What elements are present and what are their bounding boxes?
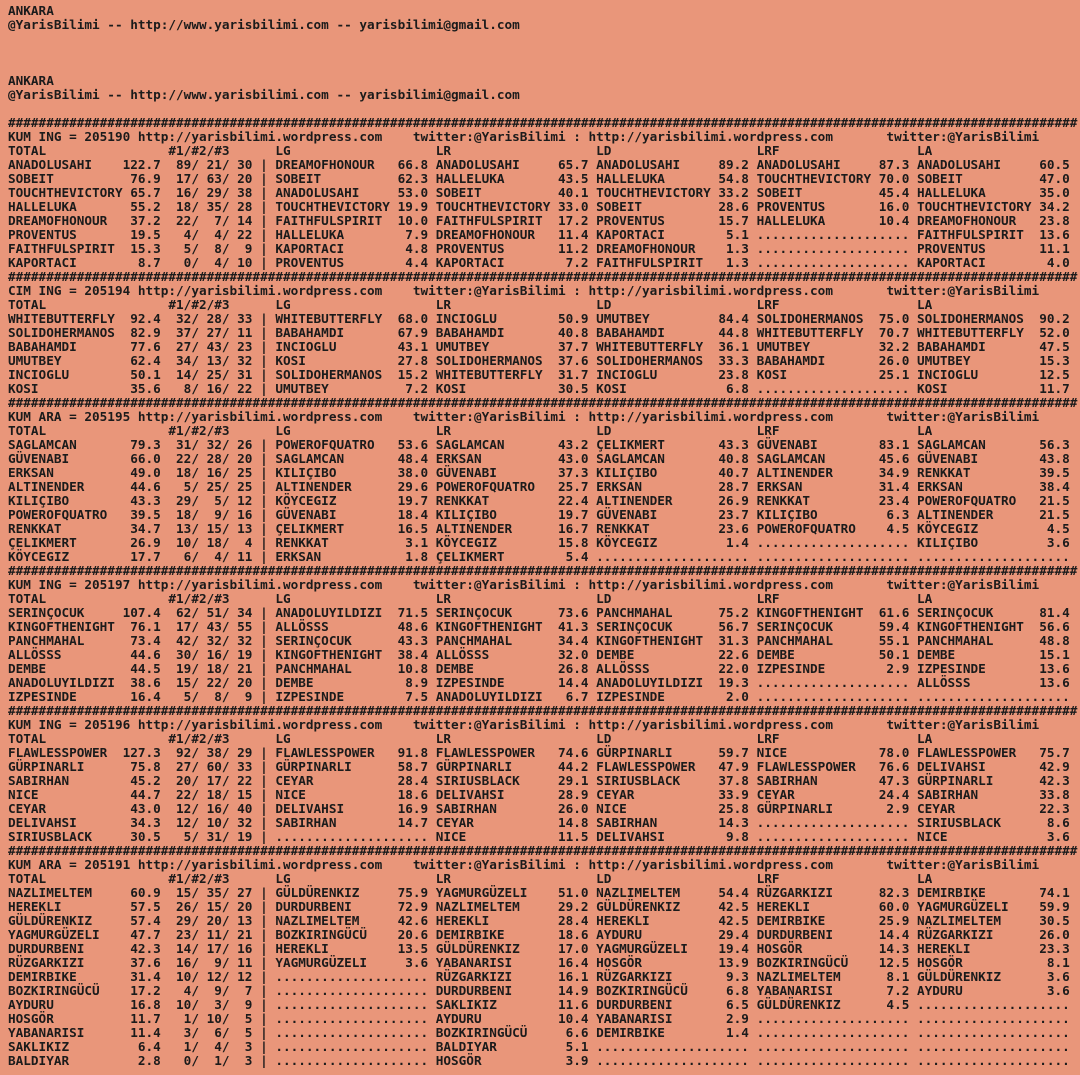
table-row: NAZLIMELTEM 60.9 15/ 35/ 27 | GÜLDÜRENKIZ 75.9 YAGMURGÜZELI 51.0 NAZLIMELTEM 54.4 RÜZGARKIZI 82.3 DEMIRBIKE 74.1 [8, 885, 1078, 900]
race-section [8, 704, 1080, 844]
race-sections-container [8, 116, 1080, 1068]
table-row: SABIRHAN 45.2 20/ 17/ 22 | CEYAR 28.4 SIRIUSBLACK 29.1 SIRIUSBLACK 37.8 SABIRHAN 47.3 GÜRPINARLI 42.3 [8, 773, 1078, 788]
column-header-line: TOTAL #1/#2/#3 LG LR LD LRF LA [8, 591, 933, 606]
race-section [8, 270, 1080, 396]
table-row: HEREKLI 57.5 26/ 15/ 20 | DURDURBENI 72.9 NAZLIMELTEM 29.2 GÜLDÜRENKIZ 42.5 HEREKLI 60.0 YAGMURGÜZELI 59.9 [8, 899, 1078, 914]
table-row: SOLIDOHERMANOS 82.9 37/ 27/ 11 | BABAHAMDI 67.9 BABAHAMDI 40.8 BABAHAMDI 44.8 WHITEBUTTERFLY 70.7 WHITEBUTTERFLY 52.0 [8, 325, 1078, 340]
column-header-line: TOTAL #1/#2/#3 LG LR LD LRF LA [8, 731, 933, 746]
column-header-line: TOTAL #1/#2/#3 LG LR LD LRF LA [8, 143, 933, 158]
table-row: GÜVENABI 66.0 22/ 28/ 20 | SAGLAMCAN 48.4 ERKSAN 43.0 SAGLAMCAN 40.8 SAGLAMCAN 45.6 GÜVENABI 43.8 [8, 451, 1078, 466]
table-row: BABAHAMDI 77.6 27/ 43/ 23 | INCIOGLU 43.1 UMUTBEY 37.7 WHITEBUTTERFLY 36.1 UMUTBEY 32.2 BABAHAMDI 47.5 [8, 339, 1078, 354]
table-row: HALLELUKA 55.2 18/ 35/ 28 | TOUCHTHEVICTORY 19.9 TOUCHTHEVICTORY 33.0 SOBEIT 28.6 PROVENTUS 16.0 TOUCHTHEVICTORY 34.2 [8, 199, 1078, 214]
race-section [8, 564, 1080, 704]
table-row: ALTINENDER 44.6 5/ 25/ 25 | ALTINENDER 29.6 POWEROFQUATRO 25.7 ERKSAN 28.7 ERKSAN 31.4 ERKSAN 38.4 [8, 479, 1078, 494]
table-row: FAITHFULSPIRIT 15.3 5/ 8/ 9 | KAPORTACI 4.8 PROVENTUS 11.2 DREAMOFHONOUR 1.3 .................... PROVENTUS 11.1 [8, 241, 1078, 256]
table-row: DURDURBENI 42.3 14/ 17/ 16 | HEREKLI 13.5 GÜLDÜRENKIZ 17.0 YAGMURGÜZELI 19.4 HOSGÖR 14.3 HEREKLI 23.3 [8, 941, 1078, 956]
contact-line: @YarisBilimi -- http://www.yarisbilimi.com -- yarisbilimi@gmail.com [8, 17, 520, 32]
race-section [8, 116, 1080, 270]
table-row: SOBEIT 76.9 17/ 63/ 20 | SOBEIT 62.3 HALLELUKA 43.5 HALLELUKA 54.8 TOUCHTHEVICTORY 70.0 SOBEIT 47.0 [8, 171, 1078, 186]
table-row: IZPESINDE 16.4 5/ 8/ 9 | IZPESINDE 7.5 ANADOLUYILDIZI 6.7 IZPESINDE 2.0 .................... .................... [8, 689, 1078, 704]
table-row: KINGOFTHENIGHT 76.1 17/ 43/ 55 | ALLÖSSS 48.6 KINGOFTHENIGHT 41.3 SERINÇOCUK 56.7 SERINÇOCUK 59.4 KINGOFTHENIGHT 56.6 [8, 619, 1078, 634]
table-row: INCIOGLU 50.1 14/ 25/ 31 | SOLIDOHERMANOS 15.2 WHITEBUTTERFLY 31.7 INCIOGLU 23.8 KOSI 25.1 INCIOGLU 12.5 [8, 367, 1078, 382]
separator-line: ############################################################################################################################################ [8, 703, 1078, 718]
table-row: KÖYCEGIZ 17.7 6/ 4/ 11 | ERKSAN 1.8 ÇELIKMERT 5.4 .................... .................... .................... [8, 549, 1078, 564]
column-header-line: TOTAL #1/#2/#3 LG LR LD LRF LA [8, 423, 933, 438]
table-row: BOZKIRINGÜCÜ 17.2 4/ 9/ 7 | .................... DURDURBENI 14.9 BOZKIRINGÜCÜ 6.8 YABANARISI 7.2 AYDURU 3.6 [8, 983, 1078, 998]
table-row: ERKSAN 49.0 18/ 16/ 25 | KILIÇIBO 38.0 GÜVENABI 37.3 KILIÇIBO 40.7 ALTINENDER 34.9 RENKKAT 39.5 [8, 465, 1078, 480]
section-rows [8, 438, 1080, 564]
section-rows [8, 158, 1080, 270]
section-title-line: CIM ING = 205194 http://yarisbilimi.wordpress.com twitter:@YarisBilimi : http://yarisbilimi.wordpress.com twitter:@YarisBilimi [8, 283, 1040, 298]
column-header-line: TOTAL #1/#2/#3 LG LR LD LRF LA [8, 871, 933, 886]
table-row: DEMIRBIKE 31.4 10/ 12/ 12 | .................... RÜZGARKIZI 16.1 RÜZGARKIZI 9.3 NAZLIMELTEM 8.1 GÜLDÜRENKIZ 3.6 [8, 969, 1078, 984]
table-row: PANCHMAHAL 73.4 42/ 32/ 32 | SERINÇOCUK 43.3 PANCHMAHAL 34.4 KINGOFTHENIGHT 31.3 PANCHMAHAL 55.1 PANCHMAHAL 48.8 [8, 633, 1078, 648]
section-rows [8, 746, 1080, 844]
separator-line: ############################################################################################################################################ [8, 843, 1078, 858]
table-row: NICE 44.7 22/ 18/ 15 | NICE 18.6 DELIVAHSI 28.9 CEYAR 33.9 CEYAR 24.4 SABIRHAN 33.8 [8, 787, 1078, 802]
blank-line [8, 60, 1080, 74]
table-row: UMUTBEY 62.4 34/ 13/ 32 | KOSI 27.8 SOLIDOHERMANOS 37.6 SOLIDOHERMANOS 33.3 BABAHAMDI 26.0 UMUTBEY 15.3 [8, 353, 1078, 368]
table-row: RENKKAT 34.7 13/ 15/ 13 | ÇELIKMERT 16.5 ALTINENDER 16.7 RENKKAT 23.6 POWEROFQUATRO 4.5 KÖYCEGIZ 4.5 [8, 521, 1078, 536]
table-row: TOUCHTHEVICTORY 65.7 16/ 29/ 38 | ANADOLUSAHI 53.0 SOBEIT 40.1 TOUCHTHEVICTORY 33.2 SOBEIT 45.4 HALLELUKA 35.0 [8, 185, 1078, 200]
column-header-line: TOTAL #1/#2/#3 LG LR LD LRF LA [8, 297, 933, 312]
table-row: HOSGÖR 11.7 1/ 10/ 5 | .................... AYDURU 10.4 YABANARISI 2.9 .................... .................... [8, 1011, 1078, 1026]
section-title-line: KUM ARA = 205195 http://yarisbilimi.wordpress.com twitter:@YarisBilimi : http://yarisbilimi.wordpress.com twitter:@YarisBilimi [8, 409, 1040, 424]
section-rows [8, 606, 1080, 704]
separator-line: ############################################################################################################################################ [8, 395, 1078, 410]
table-row: PROVENTUS 19.5 4/ 4/ 22 | HALLELUKA 7.9 DREAMOFHONOUR 11.4 KAPORTACI 5.1 .................... FAITHFULSPIRIT 13.6 [8, 227, 1078, 242]
section-title-line: KUM ING = 205197 http://yarisbilimi.wordpress.com twitter:@YarisBilimi : http://yarisbilimi.wordpress.com twitter:@YarisBilimi [8, 577, 1040, 592]
table-row: POWEROFQUATRO 39.5 18/ 9/ 16 | GÜVENABI 18.4 KILIÇIBO 19.7 GÜVENABI 23.7 KILIÇIBO 6.3 ALTINENDER 21.5 [8, 507, 1078, 522]
contact-line: @YarisBilimi -- http://www.yarisbilimi.com -- yarisbilimi@gmail.com [8, 87, 520, 102]
section-title-line: KUM ING = 205196 http://yarisbilimi.wordpress.com twitter:@YarisBilimi : http://yarisbilimi.wordpress.com twitter:@YarisBilimi [8, 717, 1040, 732]
table-row: DELIVAHSI 34.3 12/ 10/ 32 | SABIRHAN 14.7 CEYAR 14.8 SABIRHAN 14.3 .................... SIRIUSBLACK 8.6 [8, 815, 1078, 830]
table-row: GÜLDÜRENKIZ 57.4 29/ 20/ 13 | NAZLIMELTEM 42.6 HEREKLI 28.4 HEREKLI 42.5 DEMIRBIKE 25.9 NAZLIMELTEM 30.5 [8, 913, 1078, 928]
table-row: KILIÇIBO 43.3 29/ 5/ 12 | KÖYCEGIZ 19.7 RENKKAT 22.4 ALTINENDER 26.9 RENKKAT 23.4 POWEROFQUATRO 21.5 [8, 493, 1078, 508]
section-rows [8, 312, 1080, 396]
city-header: ANKARA [8, 73, 54, 88]
table-row: DEMBE 44.5 19/ 18/ 21 | PANCHMAHAL 10.8 DEMBE 26.8 ALLÖSSS 22.0 IZPESINDE 2.9 IZPESINDE 13.6 [8, 661, 1078, 676]
blank-line [8, 102, 1080, 116]
blank-line [8, 46, 1080, 60]
city-header: ANKARA [8, 3, 54, 18]
table-row: SERINÇOCUK 107.4 62/ 51/ 34 | ANADOLUYILDIZI 71.5 SERINÇOCUK 73.6 PANCHMAHAL 75.2 KINGOFTHENIGHT 61.6 SERINÇOCUK 81.4 [8, 605, 1078, 620]
section-title-line: KUM ARA = 205191 http://yarisbilimi.wordpress.com twitter:@YarisBilimi : http://yarisbilimi.wordpress.com twitter:@YarisBilimi [8, 857, 1040, 872]
table-row: WHITEBUTTERFLY 92.4 32/ 28/ 33 | WHITEBUTTERFLY 68.0 INCIOGLU 50.9 UMUTBEY 84.4 SOLIDOHERMANOS 75.0 SOLIDOHERMANOS 90.2 [8, 311, 1078, 326]
table-row: YABANARISI 11.4 3/ 6/ 5 | .................... BOZKIRINGÜCÜ 6.6 DEMIRBIKE 1.4 .................... .................... [8, 1025, 1078, 1040]
table-row: ALLÖSSS 44.6 30/ 16/ 19 | KINGOFTHENIGHT 38.4 ALLÖSSS 32.0 DEMBE 22.6 DEMBE 50.1 DEMBE 15.1 [8, 647, 1078, 662]
table-row: ANADOLUSAHI 122.7 89/ 21/ 30 | DREAMOFHONOUR 66.8 ANADOLUSAHI 65.7 ANADOLUSAHI 89.2 ANADOLUSAHI 87.3 ANADOLUSAHI 60.5 [8, 157, 1078, 172]
table-row: YAGMURGÜZELI 47.7 23/ 11/ 21 | BOZKIRINGÜCÜ 20.6 DEMIRBIKE 18.6 AYDURU 29.4 DURDURBENI 14.4 RÜZGARKIZI 26.0 [8, 927, 1078, 942]
table-row: SIRIUSBLACK 30.5 5/ 31/ 19 | .................... NICE 11.5 DELIVAHSI 9.8 .................... NICE 3.6 [8, 829, 1078, 844]
separator-line: ############################################################################################################################################ [8, 115, 1078, 130]
race-section [8, 396, 1080, 564]
separator-line: ############################################################################################################################################ [8, 269, 1078, 284]
table-row: ÇELIKMERT 26.9 10/ 18/ 4 | RENKKAT 3.1 KÖYCEGIZ 15.8 KÖYCEGIZ 1.4 .................... KILIÇIBO 3.6 [8, 535, 1078, 550]
table-row: CEYAR 43.0 12/ 16/ 40 | DELIVAHSI 16.9 SABIRHAN 26.0 NICE 25.8 GÜRPINARLI 2.9 CEYAR 22.3 [8, 801, 1078, 816]
table-row: ANADOLUYILDIZI 38.6 15/ 22/ 20 | DEMBE 8.9 IZPESINDE 14.4 ANADOLUYILDIZI 19.3 .................... ALLÖSSS 13.6 [8, 675, 1078, 690]
race-section [8, 844, 1080, 1068]
table-row: SAGLAMCAN 79.3 31/ 32/ 26 | POWEROFQUATRO 53.6 SAGLAMCAN 43.2 ÇELIKMERT 43.3 GÜVENABI 83.1 SAGLAMCAN 56.3 [8, 437, 1078, 452]
separator-line: ############################################################################################################################################ [8, 563, 1078, 578]
table-row: BALDIYAR 2.8 0/ 1/ 3 | .................... HOSGÖR 3.9 .................... .................... .................... [8, 1053, 1078, 1068]
blank-line [8, 32, 1080, 46]
table-row: GÜRPINARLI 75.8 27/ 60/ 33 | GÜRPINARLI 58.7 GÜRPINARLI 44.2 FLAWLESSPOWER 47.9 FLAWLESSPOWER 76.6 DELIVAHSI 42.9 [8, 759, 1078, 774]
table-row: AYDURU 16.8 10/ 3/ 9 | .................... SAKLIKIZ 11.6 DURDURBENI 6.5 GÜLDÜRENKIZ 4.5 .................... [8, 997, 1078, 1012]
table-row: DREAMOFHONOUR 37.2 22/ 7/ 14 | FAITHFULSPIRIT 10.0 FAITHFULSPIRIT 17.2 PROVENTUS 15.7 HALLELUKA 10.4 DREAMOFHONOUR 23.8 [8, 213, 1078, 228]
table-row: SAKLIKIZ 6.4 1/ 4/ 3 | .................... BALDIYAR 5.1 .................... .................... .................... [8, 1039, 1078, 1054]
section-rows [8, 886, 1080, 1068]
table-row: KAPORTACI 8.7 0/ 4/ 10 | PROVENTUS 4.4 KAPORTACI 7.2 FAITHFULSPIRIT 1.3 .................... KAPORTACI 4.0 [8, 255, 1078, 270]
table-row: KOSI 35.6 8/ 16/ 22 | UMUTBEY 7.2 KOSI 30.5 KOSI 6.8 .................... KOSI 11.7 [8, 381, 1078, 396]
table-row: RÜZGARKIZI 37.6 16/ 9/ 11 | YAGMURGÜZELI 3.6 YABANARISI 16.4 HOSGÖR 13.9 BOZKIRINGÜCÜ 12.5 HOSGÖR 8.1 [8, 955, 1078, 970]
table-row: FLAWLESSPOWER 127.3 92/ 38/ 29 | FLAWLESSPOWER 91.8 FLAWLESSPOWER 74.6 GÜRPINARLI 59.7 NICE 78.0 FLAWLESSPOWER 75.7 [8, 745, 1078, 760]
section-title-line: KUM ING = 205190 http://yarisbilimi.wordpress.com twitter:@YarisBilimi : http://yarisbilimi.wordpress.com twitter:@YarisBilimi [8, 129, 1040, 144]
